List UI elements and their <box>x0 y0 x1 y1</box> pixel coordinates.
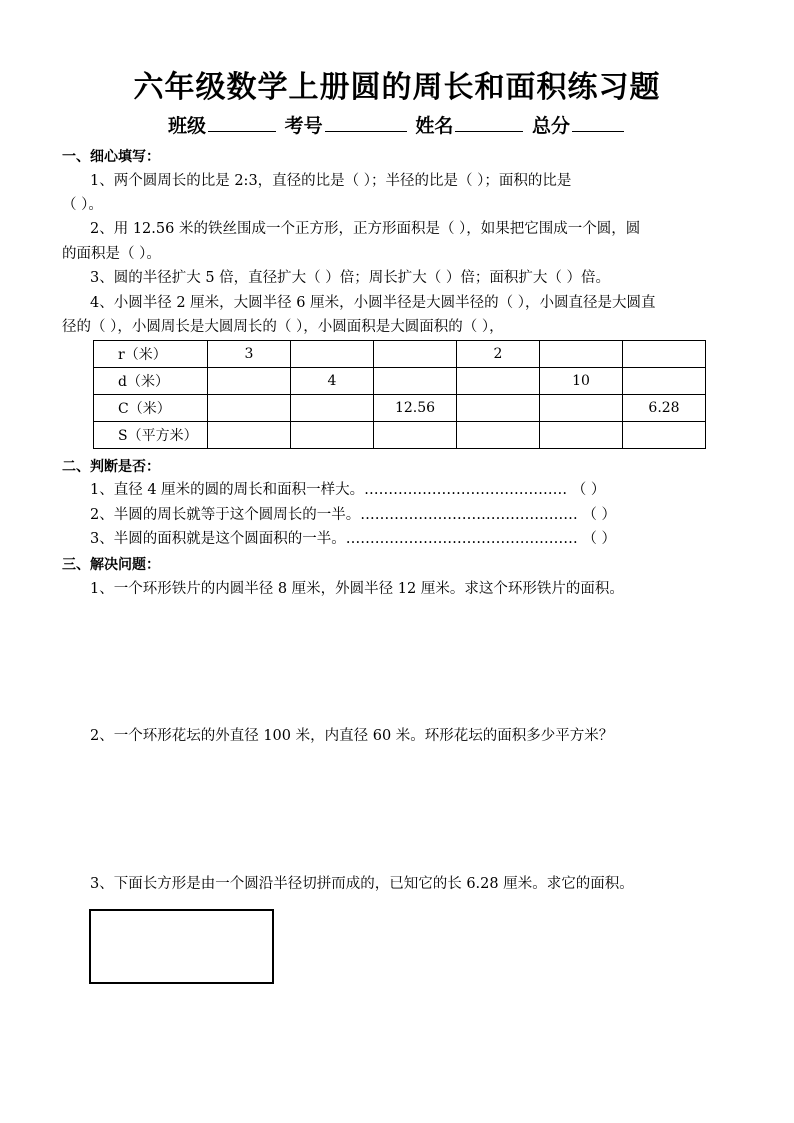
exam-no-label: 考号 <box>284 115 323 137</box>
table-row <box>94 341 706 368</box>
section3-heading: 三、解决问题： <box>62 557 160 573</box>
table-cell[interactable] <box>208 422 291 449</box>
table-cell[interactable] <box>623 341 706 368</box>
table-cell[interactable] <box>291 395 374 422</box>
name-label: 姓名 <box>415 115 454 137</box>
table-cell[interactable] <box>374 341 457 368</box>
table-cell[interactable] <box>623 368 706 395</box>
q2-line2: 的面积是（ ）。 <box>62 246 161 262</box>
table-cell[interactable]: 2 <box>457 341 540 368</box>
exam-no-blank[interactable] <box>325 113 407 132</box>
q1-line1: 1、两个圆周长的比是 2:3，直径的比是（ ）；半径的比是（ ）；面积的比是 <box>90 173 572 189</box>
table-cell[interactable] <box>540 341 623 368</box>
student-info-line <box>0 111 794 138</box>
table-cell[interactable]: 10 <box>540 368 623 395</box>
score-label: 总分 <box>531 115 570 137</box>
table-cell[interactable]: 12.56 <box>374 395 457 422</box>
score-blank[interactable] <box>572 113 624 132</box>
q2-line1: 2、用 12.56 米的铁丝围成一个正方形，正方形面积是（ ），如果把它围成一个圆，圆 <box>90 221 641 237</box>
table-cell[interactable] <box>208 395 291 422</box>
q4-line2: 径的（ ），小圆周长是大圆周长的（ ），小圆面积是大圆面积的（ ）， <box>62 319 504 335</box>
table-row-header: r（米） <box>94 341 208 368</box>
q1-line2: （ ）。 <box>62 197 103 213</box>
table-row-header: S（平方米） <box>94 422 208 449</box>
problem-1: 1、一个环形铁片的内圆半径 8 厘米，外圆半径 12 厘米。求这个环形铁片的面积。 <box>90 581 624 597</box>
judge-2: 2、半圆的周长就等于这个圆周长的一半。……………………………………… （ ） <box>90 507 616 523</box>
table-row <box>94 368 706 395</box>
judge-3: 3、半圆的面积就是这个圆面积的一半。………………………………………… （ ） <box>90 531 616 547</box>
section2-heading: 二、判断是否： <box>62 459 160 475</box>
rectangle-figure <box>89 909 274 984</box>
table-cell[interactable]: 6.28 <box>623 395 706 422</box>
q3-line1: 3、圆的半径扩大 5 倍，直径扩大（ ）倍；周长扩大（ ）倍；面积扩大（ ）倍。 <box>90 270 610 286</box>
table-cell[interactable] <box>457 422 540 449</box>
page-title: 六年级数学上册圆的周长和面积练习题 <box>133 70 661 105</box>
table-row <box>94 395 706 422</box>
table-cell[interactable] <box>374 422 457 449</box>
table-cell[interactable] <box>208 368 291 395</box>
table-cell[interactable]: 4 <box>291 368 374 395</box>
table-cell[interactable] <box>457 395 540 422</box>
table-row-header: d（米） <box>94 368 208 395</box>
judge-1: 1、直径 4 厘米的圆的周长和面积一样大。…………………………………… （ ） <box>90 482 606 498</box>
class-label: 班级 <box>168 115 207 137</box>
table-cell[interactable] <box>540 395 623 422</box>
table-row <box>94 422 706 449</box>
table-cell[interactable]: 3 <box>208 341 291 368</box>
problem-2: 2、一个环形花坛的外直径 100 米，内直径 60 米。环形花坛的面积多少平方米？ <box>90 728 614 744</box>
table-cell[interactable] <box>540 422 623 449</box>
section1-heading: 一、细心填写： <box>62 149 160 165</box>
name-blank[interactable] <box>455 113 523 132</box>
q4-line1: 4、小圆半径 2 厘米，大圆半径 6 厘米，小圆半径是大圆半径的（ ），小圆直径是大圆直 <box>90 295 656 311</box>
table-cell[interactable] <box>291 422 374 449</box>
class-blank[interactable] <box>208 113 276 132</box>
table-cell[interactable] <box>291 341 374 368</box>
table-cell[interactable] <box>457 368 540 395</box>
table-cell[interactable] <box>374 368 457 395</box>
circle-values-table <box>93 340 706 449</box>
table-cell[interactable] <box>623 422 706 449</box>
problem-3: 3、下面长方形是由一个圆沿半径切拼而成的，已知它的长 6.28 厘米。求它的面积。 <box>90 876 634 892</box>
table-row-header: C（米） <box>94 395 208 422</box>
